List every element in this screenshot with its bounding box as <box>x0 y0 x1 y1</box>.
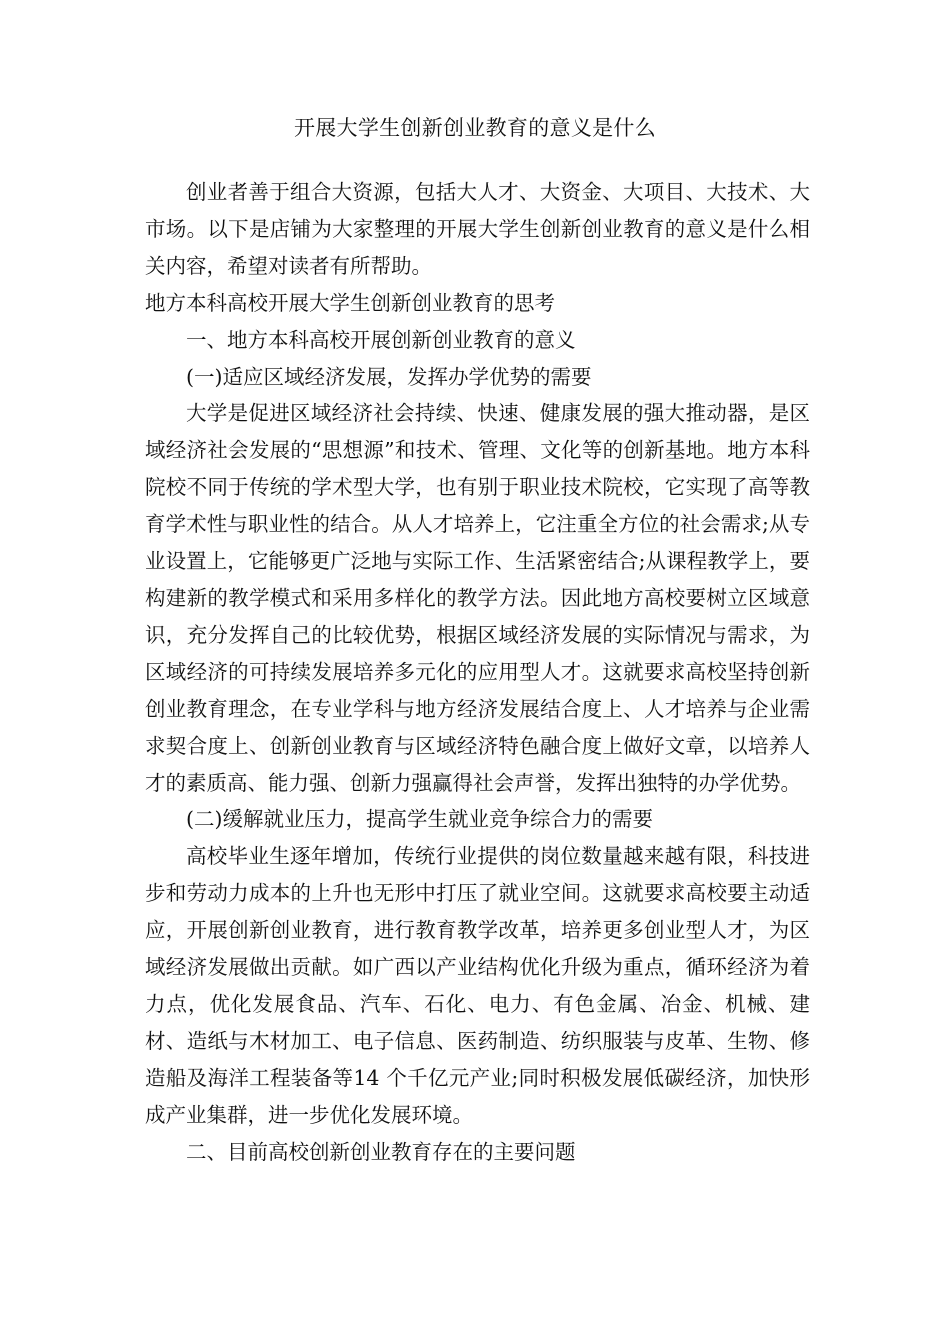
document-body <box>145 174 810 1170</box>
subsection-heading: 一、地方本科高校开展创新创业教育的意义 <box>186 327 576 352</box>
point-heading: (二)缓解就业压力，提高学生就业竞争综合力的需要 <box>186 807 653 832</box>
body-paragraph: 高校毕业生逐年增加，传统行业提供的岗位数量越来越有限，科技进步和劳动力成本的上升也无形中打压了就业空间。这就要求高校要主动适应，开展创新创业教育，进行教育教学改革，培养更多创业型人才，为区域经济发展做出贡献。如广西以产业结构优化升级为重点，循环经济为着力点，优化发展食品、汽车、石化、电力、有色金属、冶金、机械、建材、造纸与木材加工、电子信息、医药制造、纺织服装与皮革、生物、修造船及海洋工程装备等14 个千亿元产业;同时积极发展低碳经济，加快形成产业集群，进一步优化发展环境。 <box>145 844 810 1127</box>
section-heading: 地方本科高校开展大学生创新创业教育的思考 <box>145 290 555 315</box>
intro-paragraph: 创业者善于组合大资源，包括大人才、大资金、大项目、大技术、大市场。以下是店铺为大家整理的开展大学生创新创业教育的意义是什么相关内容，希望对读者有所帮助。 <box>145 180 810 278</box>
subsection-heading: 二、目前高校创新创业教育存在的主要问题 <box>186 1139 576 1164</box>
document-title: 开展大学生创新创业教育的意义是什么 <box>293 116 657 140</box>
body-paragraph: 大学是促进区域经济社会持续、快速、健康发展的强大推动器，是区域经济社会发展的“思想源”和技术、管理、文化等的创新基地。地方本科院校不同于传统的学术型大学，也有别于职业技术院校，它实现了高等教育学术性与职业性的结合。从人才培养上，它注重全方位的社会需求;从专业设置上，它能够更广泛地与实际工作、生活紧密结合;从课程教学上，要构建新的教学模式和采用多样化的教学方法。因此地方高校要树立区域意识，充分发挥自己的比较优势，根据区域经济发展的实际情况与需求，为区域经济的可持续发展培养多元化的应用型人才。这就要求高校坚持创新创业教育理念，在专业学科与地方经济发展结合度上、人才培养与企业需求契合度上、创新创业教育与区域经济特色融合度上做好文章，以培养人才的素质高、能力强、创新力强赢得社会声誉，发挥出独特的办学优势。 <box>145 401 810 795</box>
point-heading: (一)适应区域经济发展，发挥办学优势的需要 <box>186 364 592 389</box>
